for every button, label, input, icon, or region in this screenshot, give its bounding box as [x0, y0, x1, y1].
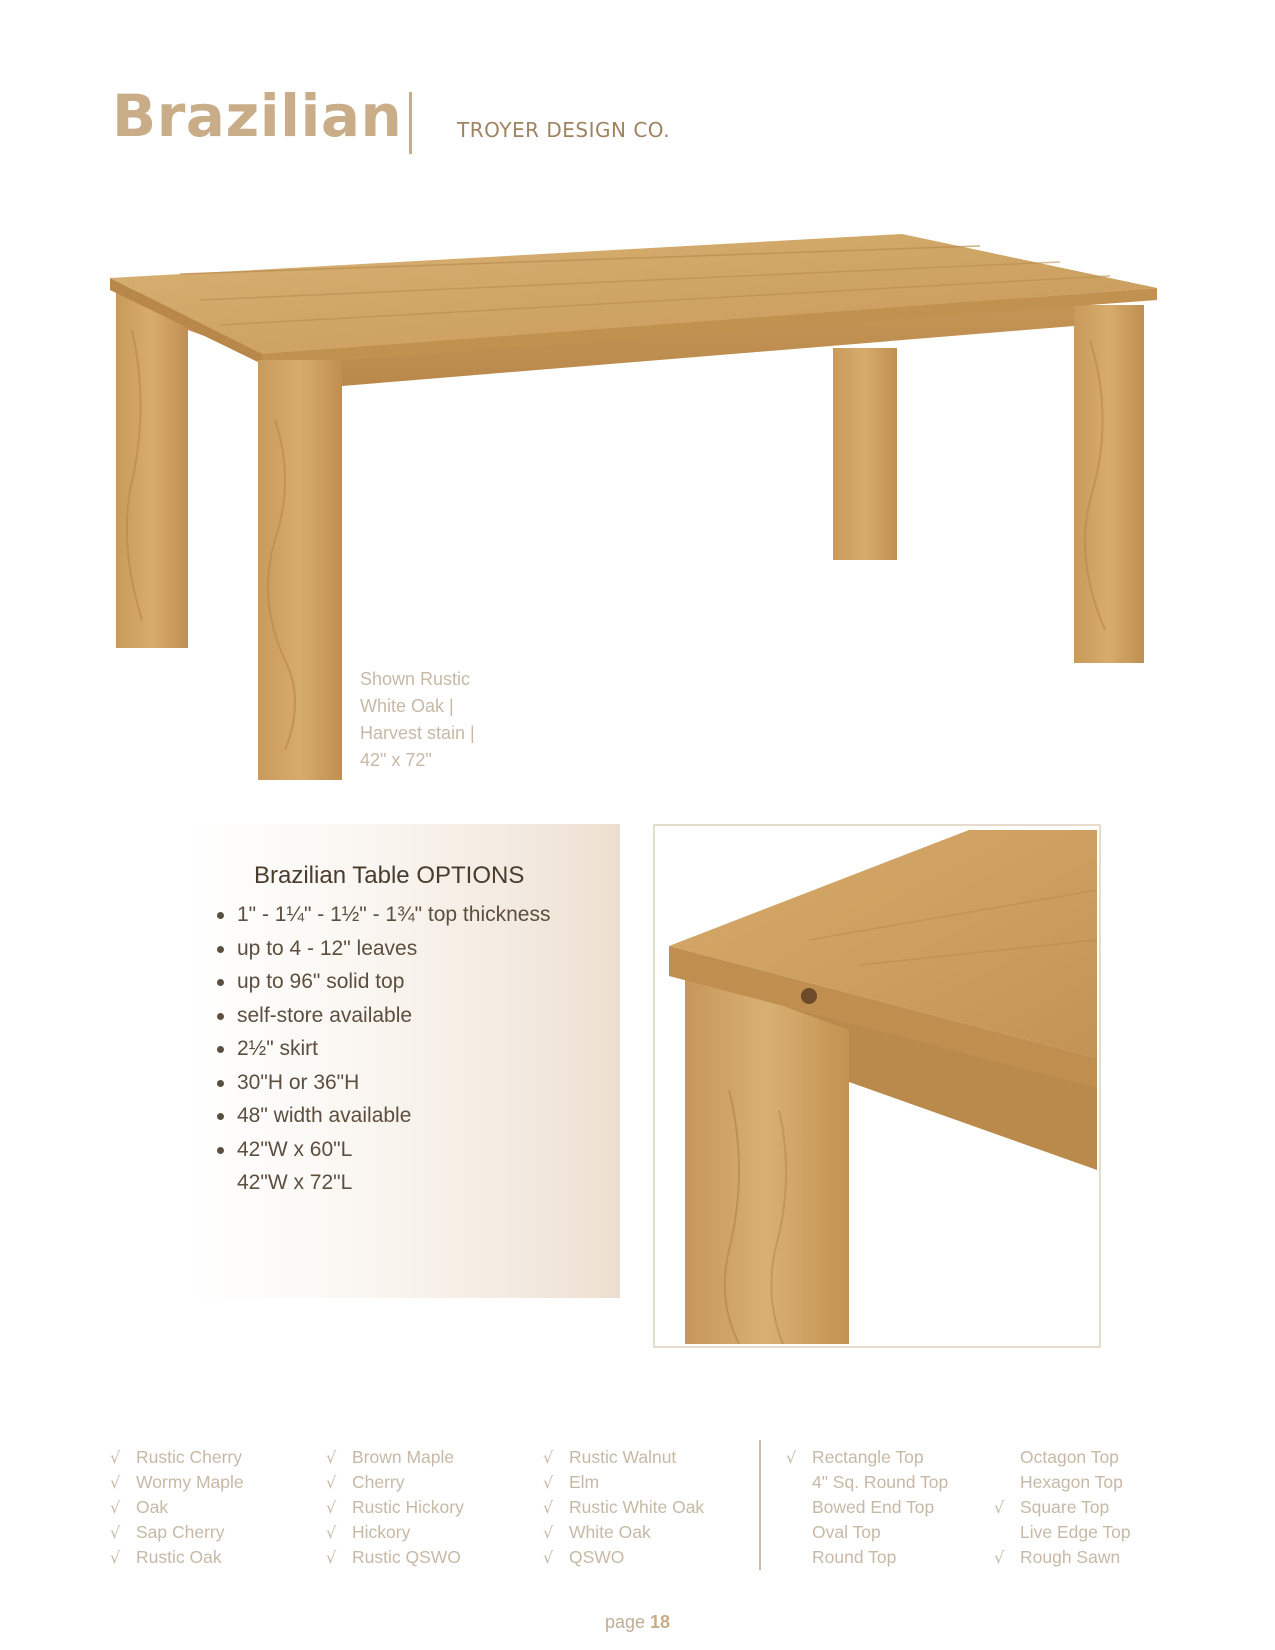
- top-style-item: [786, 1520, 948, 1545]
- wood-list-col1: [110, 1445, 244, 1570]
- check-mark-icon: √: [110, 1523, 121, 1542]
- wood-item: [543, 1520, 704, 1545]
- options-list: [214, 898, 550, 1200]
- top-style-label: Hexagon Top: [1020, 1472, 1123, 1492]
- check-mark-icon: √: [110, 1473, 121, 1492]
- page-title: Brazilian: [112, 82, 403, 150]
- wood-item: [326, 1495, 464, 1520]
- wood-item: [543, 1470, 704, 1495]
- wood-label: White Oak: [569, 1522, 651, 1542]
- wood-item: [326, 1545, 464, 1570]
- check-mark-icon: √: [110, 1548, 121, 1567]
- table-photo: [0, 0, 1275, 800]
- top-style-item: [994, 1445, 1131, 1470]
- top-style-label: Square Top: [1020, 1497, 1110, 1517]
- caption-line: 42" x 72": [360, 750, 432, 770]
- wood-label: Rustic Cherry: [136, 1447, 242, 1467]
- top-style-item: [994, 1495, 1131, 1520]
- top-style-item: [786, 1495, 948, 1520]
- option-item: 42"W x 60"L: [214, 1133, 550, 1167]
- top-style-label: Octagon Top: [1020, 1447, 1119, 1467]
- wood-list-col3: [543, 1445, 704, 1570]
- wood-label: Elm: [569, 1472, 600, 1492]
- top-style-item: [994, 1545, 1131, 1570]
- wood-item: [326, 1470, 464, 1495]
- check-mark-icon: √: [994, 1498, 1005, 1517]
- wood-label: Sap Cherry: [136, 1522, 225, 1542]
- wood-item: [110, 1545, 244, 1570]
- top-style-label: Rough Sawn: [1020, 1547, 1121, 1567]
- wood-item: [110, 1495, 244, 1520]
- option-item: up to 96" solid top: [214, 965, 550, 999]
- check-mark-icon: √: [994, 1548, 1005, 1567]
- table-leg-front: [258, 360, 342, 780]
- check-mark-icon: √: [326, 1473, 337, 1492]
- wood-item: [326, 1520, 464, 1545]
- check-mark-icon: √: [110, 1448, 121, 1467]
- wood-label: QSWO: [569, 1547, 625, 1567]
- check-mark-icon: √: [786, 1448, 797, 1467]
- caption-line: White Oak |: [360, 696, 454, 716]
- page-footer: [0, 1612, 1275, 1633]
- wood-label: Oak: [136, 1497, 169, 1517]
- caption-line: Harvest stain |: [360, 723, 475, 743]
- check-mark-icon: √: [326, 1548, 337, 1567]
- top-style-label: 4" Sq. Round Top: [812, 1472, 949, 1492]
- woods-divider: [759, 1440, 761, 1570]
- top-style-item: [786, 1445, 948, 1470]
- wood-list-col2: [326, 1445, 464, 1570]
- wood-label: Brown Maple: [352, 1447, 455, 1467]
- top-style-label: Oval Top: [812, 1522, 881, 1542]
- wood-item: [543, 1445, 704, 1470]
- options-title: Brazilian Table OPTIONS: [254, 862, 525, 889]
- option-item: self-store available: [214, 999, 550, 1033]
- wood-label: Rustic QSWO: [352, 1547, 461, 1567]
- wood-item: [326, 1445, 464, 1470]
- wood-label: Rustic Walnut: [569, 1447, 677, 1467]
- option-item: 48" width available: [214, 1099, 550, 1133]
- wood-item: [110, 1470, 244, 1495]
- wood-label: Hickory: [352, 1522, 411, 1542]
- top-style-label: Round Top: [812, 1547, 897, 1567]
- check-mark-icon: √: [543, 1523, 554, 1542]
- top-style-item: [994, 1470, 1131, 1495]
- wood-label: Rustic White Oak: [569, 1497, 705, 1517]
- wood-item: [543, 1495, 704, 1520]
- check-mark-icon: √: [543, 1448, 554, 1467]
- top-style-item: [994, 1520, 1131, 1545]
- table-leg-left: [116, 292, 188, 648]
- detail-photo-frame: [653, 824, 1101, 1348]
- check-mark-icon: √: [543, 1498, 554, 1517]
- check-mark-icon: √: [326, 1448, 337, 1467]
- brand-name: TROYER DESIGN CO.: [457, 118, 671, 142]
- page-label: page: [604, 1612, 645, 1632]
- wood-item: [110, 1520, 244, 1545]
- top-list-col2: [994, 1445, 1131, 1570]
- wood-item: [543, 1545, 704, 1570]
- option-item: up to 4 - 12" leaves: [214, 932, 550, 966]
- option-item: 2½" skirt: [214, 1032, 550, 1066]
- top-style-item: [786, 1545, 948, 1570]
- caption-line: Shown Rustic: [360, 669, 471, 689]
- wood-label: Cherry: [352, 1472, 405, 1492]
- option-item: 30"H or 36"H: [214, 1066, 550, 1100]
- table-leg-rear: [833, 348, 897, 560]
- wood-label: Wormy Maple: [136, 1472, 244, 1492]
- table-corner-detail-photo: [659, 830, 1097, 1344]
- check-mark-icon: √: [326, 1523, 337, 1542]
- table-leg-right: [1074, 305, 1144, 663]
- top-list-col1: [786, 1445, 948, 1570]
- page-number: 18: [650, 1612, 671, 1632]
- wood-item: [110, 1445, 244, 1470]
- option-item: 1" - 1¼" - 1½" - 1¾" top thickness: [214, 898, 550, 932]
- option-item: 42"W x 72"L: [237, 1171, 353, 1194]
- check-mark-icon: √: [543, 1548, 554, 1567]
- wood-label: Rustic Oak: [136, 1547, 222, 1567]
- top-style-label: Bowed End Top: [812, 1497, 935, 1517]
- check-mark-icon: √: [543, 1473, 554, 1492]
- photo-caption: [360, 666, 520, 774]
- top-style-item: [786, 1470, 948, 1495]
- check-mark-icon: √: [110, 1498, 121, 1517]
- top-style-label: Rectangle Top: [812, 1447, 924, 1467]
- wood-label: Rustic Hickory: [352, 1497, 464, 1517]
- check-mark-icon: √: [326, 1498, 337, 1517]
- top-style-label: Live Edge Top: [1020, 1522, 1131, 1542]
